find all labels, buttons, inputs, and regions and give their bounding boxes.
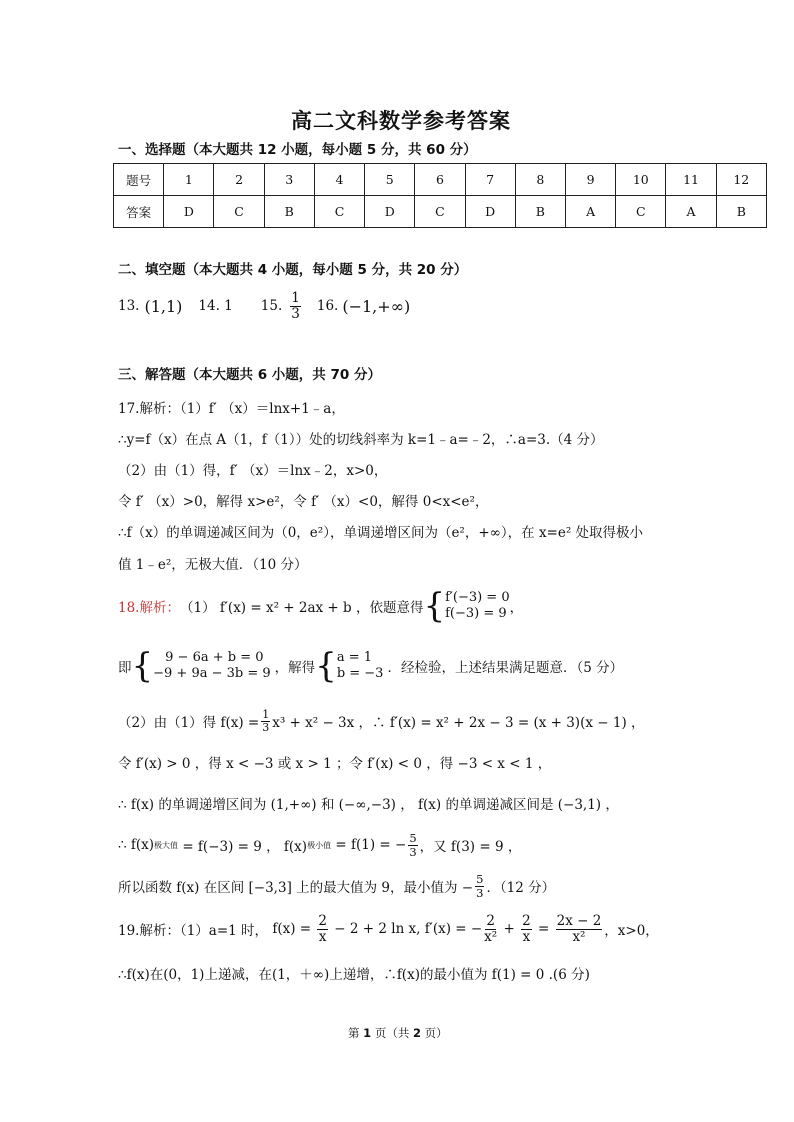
footer-text: 第 <box>348 1026 364 1040</box>
p18-text: （1） f′(x) = x² + 2ax + b ，依题意得 <box>179 600 424 616</box>
p18-text: ，又 f(3) = 9 ， <box>419 839 522 855</box>
p18-line-1 <box>118 586 523 626</box>
q15-label: 15. <box>260 298 283 314</box>
section-1-heading: 一、选择题（本大题共 12 小题，每小题 5 分，共 60 分） <box>118 142 477 158</box>
page-total: 2 <box>412 1026 421 1040</box>
numerator: 2 <box>318 913 327 930</box>
p17-line-3: （2）由（1）得，f′ （x）＝lnx﹣2，x>0， <box>118 463 388 479</box>
equation-system <box>445 590 510 623</box>
numerator: 2 <box>486 913 495 930</box>
row-header-answer: 答案 <box>114 196 164 228</box>
p18-line-2 <box>118 646 623 686</box>
brace-icon: { <box>315 646 337 686</box>
p17-line-2: ∴y=f（x）在点 A（1，f（1））处的切线斜率为 k=1﹣a=﹣2，∴a=3.（4 分） <box>118 432 604 448</box>
table-row <box>114 164 767 196</box>
p18-line-6 <box>118 827 521 863</box>
equation: 9 − 6a + b = 0 <box>165 649 264 665</box>
p18-text: ∴ f(x) <box>118 837 155 853</box>
fill-in-answers <box>118 288 410 324</box>
p18-text: = f(1) = − <box>331 837 407 853</box>
fraction <box>521 914 532 943</box>
fraction <box>475 873 484 898</box>
q13-value: (1,1) <box>144 296 183 316</box>
equation-system <box>153 650 271 683</box>
p19-text: f(x) = <box>268 921 316 937</box>
table-cell: C <box>616 196 666 228</box>
table-cell: B <box>515 196 565 228</box>
numerator: 1 <box>262 707 270 721</box>
table-cell: 7 <box>465 164 515 196</box>
table-cell: D <box>465 196 515 228</box>
p18-text: 所以函数 f(x) 在区间 [−3,3] 上的最大值为 9，最小值为 − <box>118 880 474 896</box>
q16-value: (−1,+∞) <box>342 296 411 316</box>
p18-text: ，解得 <box>274 660 316 676</box>
denominator: 3 <box>409 844 417 859</box>
table-cell: 12 <box>716 164 766 196</box>
brace-icon: { <box>423 586 446 626</box>
table-cell: A <box>565 196 615 228</box>
p18-line-5: ∴ f(x) 的单调递增区间为 (1,+∞) 和 (−∞,−3) ， f(x) 的单调递减区间是 (−3,1) ， <box>118 797 619 813</box>
table-cell: D <box>164 196 214 228</box>
equation: f(−3) = 9 <box>445 606 507 621</box>
p18-label: 18.解析： <box>118 600 180 616</box>
denominator: 3 <box>262 720 270 734</box>
row-header-number: 题号 <box>114 164 164 196</box>
p18-text: ， <box>509 600 524 616</box>
p18-line-7 <box>118 868 555 904</box>
numerator: 5 <box>409 831 417 846</box>
fraction <box>408 832 417 857</box>
table-cell: D <box>365 196 415 228</box>
table-cell: C <box>415 196 465 228</box>
numerator: 5 <box>476 872 484 887</box>
p17-line-6: 值 1﹣e²，无极大值．（10 分） <box>118 557 308 573</box>
p19-text: ，x>0， <box>604 923 659 939</box>
p19-text: − 2 + 2 ln x, f′(x) = − <box>330 921 483 937</box>
q16-label: 16. <box>316 298 339 314</box>
table-cell: 2 <box>214 164 264 196</box>
fraction <box>484 914 497 943</box>
p19-line-1 <box>118 909 659 949</box>
p18-line-4: 令 f′(x) > 0 ，得 x < −3 或 x > 1 ；令 f′(x) < 0 ，得 −3 < x < 1 ， <box>118 756 552 772</box>
fraction <box>556 914 603 943</box>
table-cell: 11 <box>666 164 716 196</box>
table-cell: 9 <box>565 164 615 196</box>
table-cell: 5 <box>365 164 415 196</box>
equation: f′(−3) = 0 <box>445 589 510 605</box>
table-cell: 8 <box>515 164 565 196</box>
equation: b = −3 <box>336 666 384 681</box>
p19-text: + <box>499 921 520 937</box>
table-cell: 10 <box>616 164 666 196</box>
p18-text: ．（12 分） <box>486 880 556 896</box>
denominator: x <box>522 928 531 945</box>
p18-text: x³ + x² − 3x ，∴ f′(x) = x² + 2x − 3 = (x + 3)(x − 1) ， <box>272 715 645 731</box>
p18-line-3 <box>118 703 645 739</box>
page-title: 高二文科数学参考答案 <box>291 109 511 133</box>
table-cell: 4 <box>314 164 364 196</box>
p17-line-1: 17.解析：（1）f′ （x）＝lnx+1﹣a， <box>118 401 345 417</box>
p17-line-4: 令 f′ （x）>0，解得 x>e²，令 f′ （x）<0，解得 0<x<e²， <box>118 494 489 510</box>
q13-label: 13. <box>118 298 140 314</box>
equation: a = 1 <box>336 649 372 665</box>
footer-text: 页） <box>421 1026 448 1040</box>
table-cell: B <box>264 196 314 228</box>
p19-line-2: ∴f(x)在(0，1)上递减，在(1，＋∞)上递增，∴f(x)的最小值为 f(1) = 0 .(6 分) <box>118 967 590 983</box>
q15-fraction <box>290 291 301 320</box>
equation-system <box>337 650 384 683</box>
answer-table <box>113 163 767 228</box>
table-cell: 3 <box>264 164 314 196</box>
p19-text: = <box>533 921 554 937</box>
p18-text: = f(−3) = 9 ， f(x) <box>178 839 308 855</box>
table-cell: A <box>666 196 716 228</box>
p19-text: 19.解析：（1）a=1 时， <box>118 923 269 939</box>
footer-text: 页（共 <box>371 1026 413 1040</box>
brace-icon: { <box>131 646 154 686</box>
numerator: 2x − 2 <box>556 913 602 930</box>
p18-text: （2）由（1）得 f(x) = <box>118 715 260 731</box>
denominator: x² <box>572 928 586 945</box>
fraction <box>261 709 270 733</box>
subscript: 极大值 <box>154 840 179 850</box>
table-row <box>114 196 767 228</box>
section-3-heading: 三、解答题（本大题共 6 小题，共 70 分） <box>118 367 381 383</box>
q15-numerator: 1 <box>291 290 300 307</box>
subscript: 极小值 <box>307 840 332 850</box>
fraction <box>317 914 328 943</box>
numerator: 2 <box>522 913 531 930</box>
denominator: x <box>318 928 327 945</box>
page-footer <box>348 1025 448 1041</box>
p17-line-5: ∴f（x）的单调递减区间为（0，e²），单调递增区间为（e²，+∞），在 x=e² 处取得极小 <box>118 525 644 541</box>
table-cell: C <box>314 196 364 228</box>
section-2-heading: 二、填空题（本大题共 4 小题，每小题 5 分，共 20 分） <box>118 262 468 278</box>
q15-denominator: 3 <box>291 305 300 322</box>
denominator: 3 <box>476 885 484 900</box>
q14-answer: 14. 1 <box>198 298 233 314</box>
table-cell: B <box>716 196 766 228</box>
table-cell: C <box>214 196 264 228</box>
equation: −9 + 9a − 3b = 9 <box>153 666 271 681</box>
p18-text: ．经检验，上述结果满足题意．（5 分） <box>387 660 624 676</box>
page-number: 1 <box>363 1026 372 1040</box>
denominator: x² <box>484 928 498 945</box>
table-cell: 1 <box>164 164 214 196</box>
p18-text: 即 <box>118 660 132 676</box>
table-cell: 6 <box>415 164 465 196</box>
